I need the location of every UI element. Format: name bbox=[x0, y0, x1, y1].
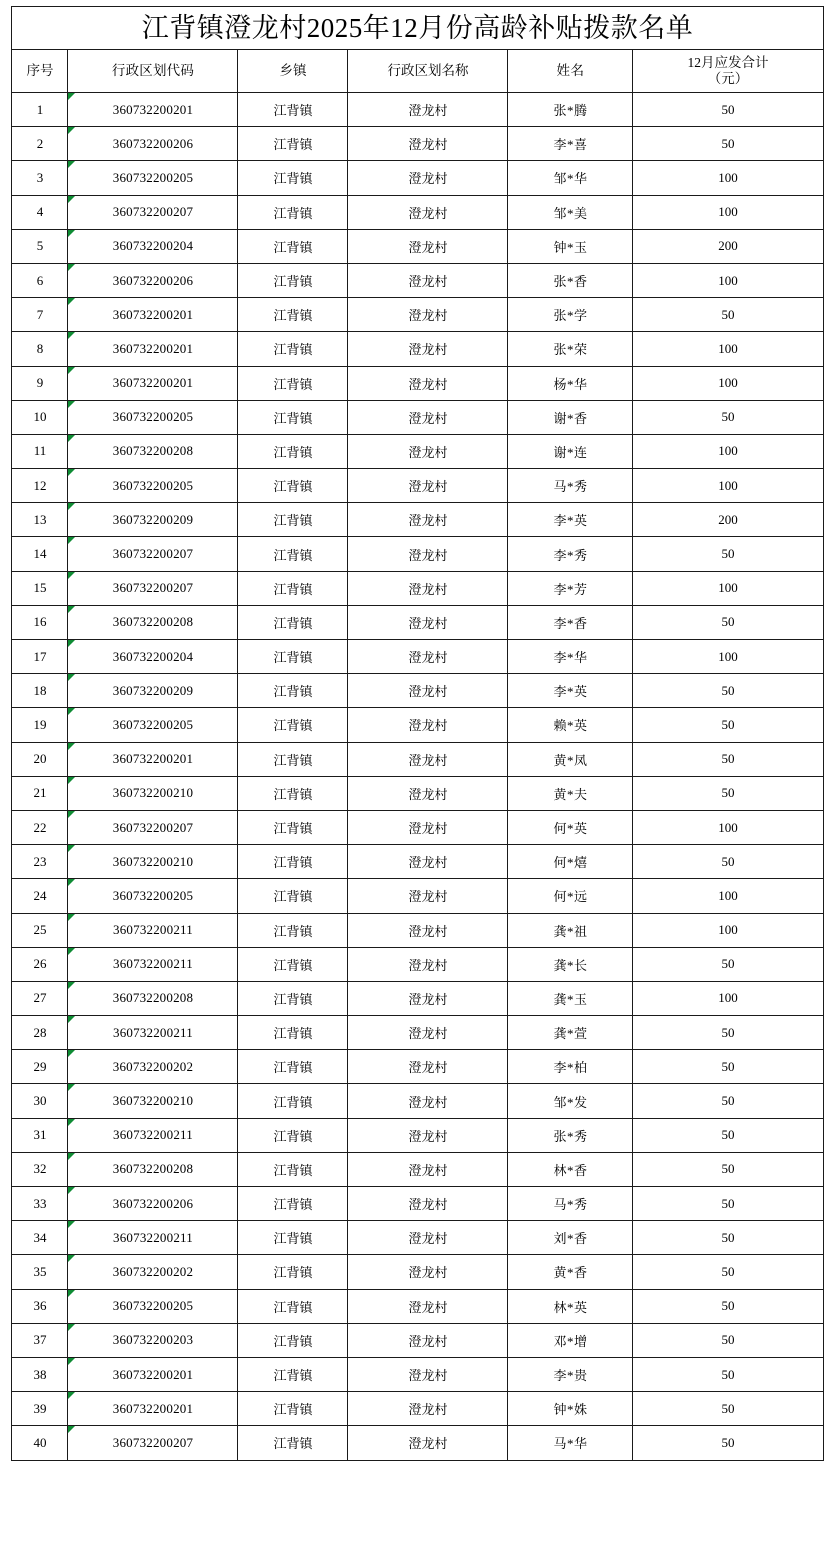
cell-index: 25 bbox=[12, 913, 68, 947]
cell-name: 马*秀 bbox=[508, 1187, 633, 1221]
cell-index: 32 bbox=[12, 1152, 68, 1186]
table-row bbox=[12, 127, 823, 161]
table-row bbox=[12, 1118, 823, 1152]
cell-code: 360732200205 bbox=[68, 469, 238, 503]
cell-town: 江背镇 bbox=[238, 913, 348, 947]
cell-amount: 50 bbox=[633, 1357, 823, 1391]
cell-code: 360732200205 bbox=[68, 400, 238, 434]
table-row bbox=[12, 1187, 823, 1221]
cell-village: 澄龙村 bbox=[348, 1221, 508, 1255]
table-row bbox=[12, 708, 823, 742]
cell-amount: 50 bbox=[633, 1426, 823, 1460]
table-row bbox=[12, 229, 823, 263]
cell-village: 澄龙村 bbox=[348, 1289, 508, 1323]
cell-town: 江背镇 bbox=[238, 640, 348, 674]
table-row bbox=[12, 195, 823, 229]
column-header-town: 乡镇 bbox=[238, 50, 348, 93]
cell-village: 澄龙村 bbox=[348, 640, 508, 674]
cell-name: 何*熺 bbox=[508, 845, 633, 879]
cell-index: 11 bbox=[12, 434, 68, 468]
cell-code: 360732200202 bbox=[68, 1255, 238, 1289]
cell-amount: 100 bbox=[633, 571, 823, 605]
cell-name: 李*香 bbox=[508, 605, 633, 639]
cell-town: 江背镇 bbox=[238, 1221, 348, 1255]
cell-village: 澄龙村 bbox=[348, 434, 508, 468]
cell-amount: 50 bbox=[633, 93, 823, 127]
cell-code: 360732200207 bbox=[68, 1426, 238, 1460]
cell-code: 360732200209 bbox=[68, 503, 238, 537]
cell-amount: 100 bbox=[633, 366, 823, 400]
column-header-index: 序号 bbox=[12, 50, 68, 93]
table-row bbox=[12, 434, 823, 468]
cell-village: 澄龙村 bbox=[348, 1392, 508, 1426]
cell-amount: 50 bbox=[633, 845, 823, 879]
table-row bbox=[12, 1357, 823, 1391]
cell-index: 15 bbox=[12, 571, 68, 605]
cell-town: 江背镇 bbox=[238, 1323, 348, 1357]
cell-village: 澄龙村 bbox=[348, 776, 508, 810]
cell-amount: 50 bbox=[633, 1152, 823, 1186]
cell-index: 30 bbox=[12, 1084, 68, 1118]
cell-town: 江背镇 bbox=[238, 537, 348, 571]
cell-code: 360732200210 bbox=[68, 776, 238, 810]
cell-name: 张*学 bbox=[508, 298, 633, 332]
cell-code: 360732200205 bbox=[68, 1289, 238, 1323]
table-row bbox=[12, 161, 823, 195]
cell-index: 24 bbox=[12, 879, 68, 913]
cell-name: 钟*玉 bbox=[508, 229, 633, 263]
cell-name: 龚*祖 bbox=[508, 913, 633, 947]
page-title: 江背镇澄龙村2025年12月份高龄补贴拨款名单 bbox=[12, 7, 823, 50]
cell-index: 22 bbox=[12, 810, 68, 844]
cell-town: 江背镇 bbox=[238, 708, 348, 742]
table-row bbox=[12, 742, 823, 776]
cell-village: 澄龙村 bbox=[348, 127, 508, 161]
cell-village: 澄龙村 bbox=[348, 93, 508, 127]
cell-name: 李*贵 bbox=[508, 1357, 633, 1391]
cell-name: 张*荣 bbox=[508, 332, 633, 366]
table-row bbox=[12, 1289, 823, 1323]
cell-village: 澄龙村 bbox=[348, 1050, 508, 1084]
table-row bbox=[12, 776, 823, 810]
cell-name: 邹*美 bbox=[508, 195, 633, 229]
cell-name: 龚*玉 bbox=[508, 981, 633, 1015]
cell-name: 何*英 bbox=[508, 810, 633, 844]
allowance-table bbox=[11, 6, 823, 1461]
cell-index: 40 bbox=[12, 1426, 68, 1460]
cell-town: 江背镇 bbox=[238, 1084, 348, 1118]
table-head bbox=[12, 7, 823, 93]
cell-amount: 50 bbox=[633, 776, 823, 810]
cell-index: 33 bbox=[12, 1187, 68, 1221]
cell-town: 江背镇 bbox=[238, 161, 348, 195]
cell-village: 澄龙村 bbox=[348, 469, 508, 503]
cell-village: 澄龙村 bbox=[348, 332, 508, 366]
cell-code: 360732200210 bbox=[68, 845, 238, 879]
cell-code: 360732200210 bbox=[68, 1084, 238, 1118]
cell-amount: 50 bbox=[633, 1323, 823, 1357]
cell-code: 360732200206 bbox=[68, 127, 238, 161]
cell-index: 20 bbox=[12, 742, 68, 776]
cell-code: 360732200211 bbox=[68, 1016, 238, 1050]
cell-town: 江背镇 bbox=[238, 810, 348, 844]
cell-index: 1 bbox=[12, 93, 68, 127]
cell-amount: 200 bbox=[633, 503, 823, 537]
cell-index: 10 bbox=[12, 400, 68, 434]
cell-town: 江背镇 bbox=[238, 298, 348, 332]
cell-village: 澄龙村 bbox=[348, 298, 508, 332]
cell-amount: 50 bbox=[633, 1289, 823, 1323]
cell-index: 5 bbox=[12, 229, 68, 263]
cell-name: 黄*凤 bbox=[508, 742, 633, 776]
cell-town: 江背镇 bbox=[238, 263, 348, 297]
cell-town: 江背镇 bbox=[238, 1426, 348, 1460]
cell-amount: 100 bbox=[633, 434, 823, 468]
cell-town: 江背镇 bbox=[238, 776, 348, 810]
cell-village: 澄龙村 bbox=[348, 1187, 508, 1221]
table-row bbox=[12, 1152, 823, 1186]
cell-code: 360732200201 bbox=[68, 93, 238, 127]
cell-name: 赖*英 bbox=[508, 708, 633, 742]
cell-name: 张*腾 bbox=[508, 93, 633, 127]
table-row bbox=[12, 1221, 823, 1255]
cell-amount: 50 bbox=[633, 708, 823, 742]
cell-amount: 50 bbox=[633, 742, 823, 776]
cell-code: 360732200207 bbox=[68, 810, 238, 844]
cell-amount: 100 bbox=[633, 810, 823, 844]
cell-name: 何*远 bbox=[508, 879, 633, 913]
cell-name: 杨*华 bbox=[508, 366, 633, 400]
cell-name: 黄*香 bbox=[508, 1255, 633, 1289]
cell-index: 16 bbox=[12, 605, 68, 639]
cell-town: 江背镇 bbox=[238, 605, 348, 639]
table-row bbox=[12, 571, 823, 605]
cell-code: 360732200206 bbox=[68, 263, 238, 297]
cell-index: 35 bbox=[12, 1255, 68, 1289]
cell-amount: 50 bbox=[633, 1187, 823, 1221]
cell-town: 江背镇 bbox=[238, 1187, 348, 1221]
cell-code: 360732200207 bbox=[68, 571, 238, 605]
cell-amount: 100 bbox=[633, 161, 823, 195]
cell-town: 江背镇 bbox=[238, 947, 348, 981]
cell-name: 李*英 bbox=[508, 503, 633, 537]
cell-index: 19 bbox=[12, 708, 68, 742]
cell-name: 邹*华 bbox=[508, 161, 633, 195]
cell-name: 钟*姝 bbox=[508, 1392, 633, 1426]
cell-village: 澄龙村 bbox=[348, 742, 508, 776]
column-header-amount-line2: （元） bbox=[707, 71, 749, 86]
cell-index: 13 bbox=[12, 503, 68, 537]
table-row bbox=[12, 674, 823, 708]
cell-index: 28 bbox=[12, 1016, 68, 1050]
cell-index: 3 bbox=[12, 161, 68, 195]
cell-village: 澄龙村 bbox=[348, 571, 508, 605]
table-row bbox=[12, 1016, 823, 1050]
cell-amount: 50 bbox=[633, 1084, 823, 1118]
cell-code: 360732200205 bbox=[68, 879, 238, 913]
cell-village: 澄龙村 bbox=[348, 1255, 508, 1289]
cell-code: 360732200209 bbox=[68, 674, 238, 708]
cell-village: 澄龙村 bbox=[348, 981, 508, 1015]
cell-code: 360732200201 bbox=[68, 298, 238, 332]
table-row bbox=[12, 400, 823, 434]
table-row bbox=[12, 879, 823, 913]
cell-village: 澄龙村 bbox=[348, 1016, 508, 1050]
cell-index: 37 bbox=[12, 1323, 68, 1357]
cell-town: 江背镇 bbox=[238, 1118, 348, 1152]
cell-town: 江背镇 bbox=[238, 1357, 348, 1391]
cell-name: 马*秀 bbox=[508, 469, 633, 503]
table-row bbox=[12, 366, 823, 400]
cell-amount: 50 bbox=[633, 947, 823, 981]
cell-name: 张*香 bbox=[508, 263, 633, 297]
cell-index: 26 bbox=[12, 947, 68, 981]
cell-code: 360732200205 bbox=[68, 161, 238, 195]
table-row bbox=[12, 1323, 823, 1357]
cell-town: 江背镇 bbox=[238, 503, 348, 537]
cell-town: 江背镇 bbox=[238, 195, 348, 229]
cell-village: 澄龙村 bbox=[348, 1084, 508, 1118]
table-row bbox=[12, 503, 823, 537]
cell-code: 360732200207 bbox=[68, 195, 238, 229]
cell-town: 江背镇 bbox=[238, 469, 348, 503]
table-row bbox=[12, 1084, 823, 1118]
cell-name: 黄*夫 bbox=[508, 776, 633, 810]
cell-amount: 50 bbox=[633, 127, 823, 161]
cell-amount: 100 bbox=[633, 332, 823, 366]
table-row bbox=[12, 469, 823, 503]
cell-index: 9 bbox=[12, 366, 68, 400]
cell-amount: 100 bbox=[633, 879, 823, 913]
cell-town: 江背镇 bbox=[238, 1255, 348, 1289]
cell-index: 39 bbox=[12, 1392, 68, 1426]
cell-name: 马*华 bbox=[508, 1426, 633, 1460]
cell-name: 龚*萱 bbox=[508, 1016, 633, 1050]
cell-town: 江背镇 bbox=[238, 1050, 348, 1084]
table-row bbox=[12, 93, 823, 127]
cell-index: 31 bbox=[12, 1118, 68, 1152]
cell-amount: 50 bbox=[633, 1221, 823, 1255]
column-header-amount bbox=[633, 50, 823, 93]
table-row bbox=[12, 1255, 823, 1289]
cell-index: 14 bbox=[12, 537, 68, 571]
cell-code: 360732200211 bbox=[68, 1118, 238, 1152]
table-row bbox=[12, 1426, 823, 1460]
cell-code: 360732200207 bbox=[68, 537, 238, 571]
column-header-amount-line1: 12月应发合计 bbox=[687, 55, 769, 71]
cell-index: 7 bbox=[12, 298, 68, 332]
table-row bbox=[12, 1392, 823, 1426]
cell-code: 360732200201 bbox=[68, 366, 238, 400]
cell-name: 邹*发 bbox=[508, 1084, 633, 1118]
cell-name: 李*秀 bbox=[508, 537, 633, 571]
cell-village: 澄龙村 bbox=[348, 1152, 508, 1186]
cell-village: 澄龙村 bbox=[348, 810, 508, 844]
cell-name: 邓*增 bbox=[508, 1323, 633, 1357]
cell-code: 360732200204 bbox=[68, 229, 238, 263]
cell-town: 江背镇 bbox=[238, 1016, 348, 1050]
table-row bbox=[12, 605, 823, 639]
cell-town: 江背镇 bbox=[238, 434, 348, 468]
cell-code: 360732200208 bbox=[68, 605, 238, 639]
cell-town: 江背镇 bbox=[238, 879, 348, 913]
cell-amount: 50 bbox=[633, 1392, 823, 1426]
cell-village: 澄龙村 bbox=[348, 161, 508, 195]
cell-code: 360732200211 bbox=[68, 1221, 238, 1255]
cell-village: 澄龙村 bbox=[348, 195, 508, 229]
cell-village: 澄龙村 bbox=[348, 1357, 508, 1391]
table-row bbox=[12, 537, 823, 571]
table-row bbox=[12, 263, 823, 297]
cell-index: 23 bbox=[12, 845, 68, 879]
table-row bbox=[12, 298, 823, 332]
cell-town: 江背镇 bbox=[238, 742, 348, 776]
cell-amount: 100 bbox=[633, 981, 823, 1015]
cell-name: 谢*连 bbox=[508, 434, 633, 468]
cell-code: 360732200203 bbox=[68, 1323, 238, 1357]
cell-code: 360732200204 bbox=[68, 640, 238, 674]
cell-code: 360732200208 bbox=[68, 981, 238, 1015]
cell-name: 李*芳 bbox=[508, 571, 633, 605]
cell-village: 澄龙村 bbox=[348, 229, 508, 263]
cell-index: 29 bbox=[12, 1050, 68, 1084]
cell-village: 澄龙村 bbox=[348, 674, 508, 708]
cell-index: 2 bbox=[12, 127, 68, 161]
cell-code: 360732200211 bbox=[68, 913, 238, 947]
cell-index: 21 bbox=[12, 776, 68, 810]
cell-amount: 50 bbox=[633, 298, 823, 332]
cell-amount: 50 bbox=[633, 605, 823, 639]
cell-amount: 50 bbox=[633, 1050, 823, 1084]
cell-village: 澄龙村 bbox=[348, 366, 508, 400]
table-row bbox=[12, 640, 823, 674]
cell-code: 360732200205 bbox=[68, 708, 238, 742]
cell-amount: 50 bbox=[633, 537, 823, 571]
cell-amount: 50 bbox=[633, 1255, 823, 1289]
table-row bbox=[12, 845, 823, 879]
cell-code: 360732200211 bbox=[68, 947, 238, 981]
cell-village: 澄龙村 bbox=[348, 913, 508, 947]
table-row bbox=[12, 1050, 823, 1084]
cell-name: 李*喜 bbox=[508, 127, 633, 161]
cell-amount: 100 bbox=[633, 913, 823, 947]
table-body bbox=[12, 93, 823, 1461]
cell-index: 36 bbox=[12, 1289, 68, 1323]
cell-amount: 200 bbox=[633, 229, 823, 263]
cell-village: 澄龙村 bbox=[348, 605, 508, 639]
cell-amount: 50 bbox=[633, 400, 823, 434]
cell-town: 江背镇 bbox=[238, 571, 348, 605]
table-row bbox=[12, 981, 823, 1015]
cell-town: 江背镇 bbox=[238, 366, 348, 400]
cell-name: 李*柏 bbox=[508, 1050, 633, 1084]
cell-index: 38 bbox=[12, 1357, 68, 1391]
cell-village: 澄龙村 bbox=[348, 845, 508, 879]
cell-index: 18 bbox=[12, 674, 68, 708]
cell-name: 刘*香 bbox=[508, 1221, 633, 1255]
cell-amount: 100 bbox=[633, 640, 823, 674]
cell-village: 澄龙村 bbox=[348, 537, 508, 571]
cell-amount: 100 bbox=[633, 469, 823, 503]
cell-code: 360732200201 bbox=[68, 332, 238, 366]
cell-index: 8 bbox=[12, 332, 68, 366]
cell-town: 江背镇 bbox=[238, 229, 348, 263]
cell-code: 360732200201 bbox=[68, 1357, 238, 1391]
cell-village: 澄龙村 bbox=[348, 1426, 508, 1460]
title-row bbox=[12, 7, 823, 50]
cell-name: 林*英 bbox=[508, 1289, 633, 1323]
cell-village: 澄龙村 bbox=[348, 400, 508, 434]
cell-index: 27 bbox=[12, 981, 68, 1015]
cell-town: 江背镇 bbox=[238, 93, 348, 127]
cell-town: 江背镇 bbox=[238, 981, 348, 1015]
cell-town: 江背镇 bbox=[238, 674, 348, 708]
table-row bbox=[12, 947, 823, 981]
cell-index: 34 bbox=[12, 1221, 68, 1255]
column-header-name: 姓名 bbox=[508, 50, 633, 93]
cell-name: 李*英 bbox=[508, 674, 633, 708]
cell-town: 江背镇 bbox=[238, 1152, 348, 1186]
cell-town: 江背镇 bbox=[238, 332, 348, 366]
header-row bbox=[12, 50, 823, 93]
document-sheet bbox=[0, 6, 835, 1461]
cell-amount: 50 bbox=[633, 1016, 823, 1050]
cell-index: 12 bbox=[12, 469, 68, 503]
cell-village: 澄龙村 bbox=[348, 879, 508, 913]
cell-code: 360732200201 bbox=[68, 1392, 238, 1426]
cell-village: 澄龙村 bbox=[348, 947, 508, 981]
cell-code: 360732200208 bbox=[68, 1152, 238, 1186]
cell-index: 4 bbox=[12, 195, 68, 229]
cell-amount: 50 bbox=[633, 1118, 823, 1152]
table-row bbox=[12, 810, 823, 844]
cell-town: 江背镇 bbox=[238, 845, 348, 879]
cell-town: 江背镇 bbox=[238, 1392, 348, 1426]
table-row bbox=[12, 332, 823, 366]
column-header-village: 行政区划名称 bbox=[348, 50, 508, 93]
cell-code: 360732200206 bbox=[68, 1187, 238, 1221]
cell-amount: 100 bbox=[633, 195, 823, 229]
cell-code: 360732200201 bbox=[68, 742, 238, 776]
cell-village: 澄龙村 bbox=[348, 708, 508, 742]
cell-index: 6 bbox=[12, 263, 68, 297]
cell-amount: 50 bbox=[633, 674, 823, 708]
cell-code: 360732200202 bbox=[68, 1050, 238, 1084]
column-header-code: 行政区划代码 bbox=[68, 50, 238, 93]
cell-town: 江背镇 bbox=[238, 127, 348, 161]
cell-town: 江背镇 bbox=[238, 1289, 348, 1323]
cell-town: 江背镇 bbox=[238, 400, 348, 434]
cell-village: 澄龙村 bbox=[348, 1323, 508, 1357]
cell-name: 李*华 bbox=[508, 640, 633, 674]
cell-amount: 100 bbox=[633, 263, 823, 297]
cell-village: 澄龙村 bbox=[348, 1118, 508, 1152]
cell-village: 澄龙村 bbox=[348, 503, 508, 537]
cell-name: 张*秀 bbox=[508, 1118, 633, 1152]
cell-index: 17 bbox=[12, 640, 68, 674]
cell-name: 谢*香 bbox=[508, 400, 633, 434]
cell-village: 澄龙村 bbox=[348, 263, 508, 297]
table-row bbox=[12, 913, 823, 947]
cell-name: 龚*长 bbox=[508, 947, 633, 981]
cell-name: 林*香 bbox=[508, 1152, 633, 1186]
cell-code: 360732200208 bbox=[68, 434, 238, 468]
